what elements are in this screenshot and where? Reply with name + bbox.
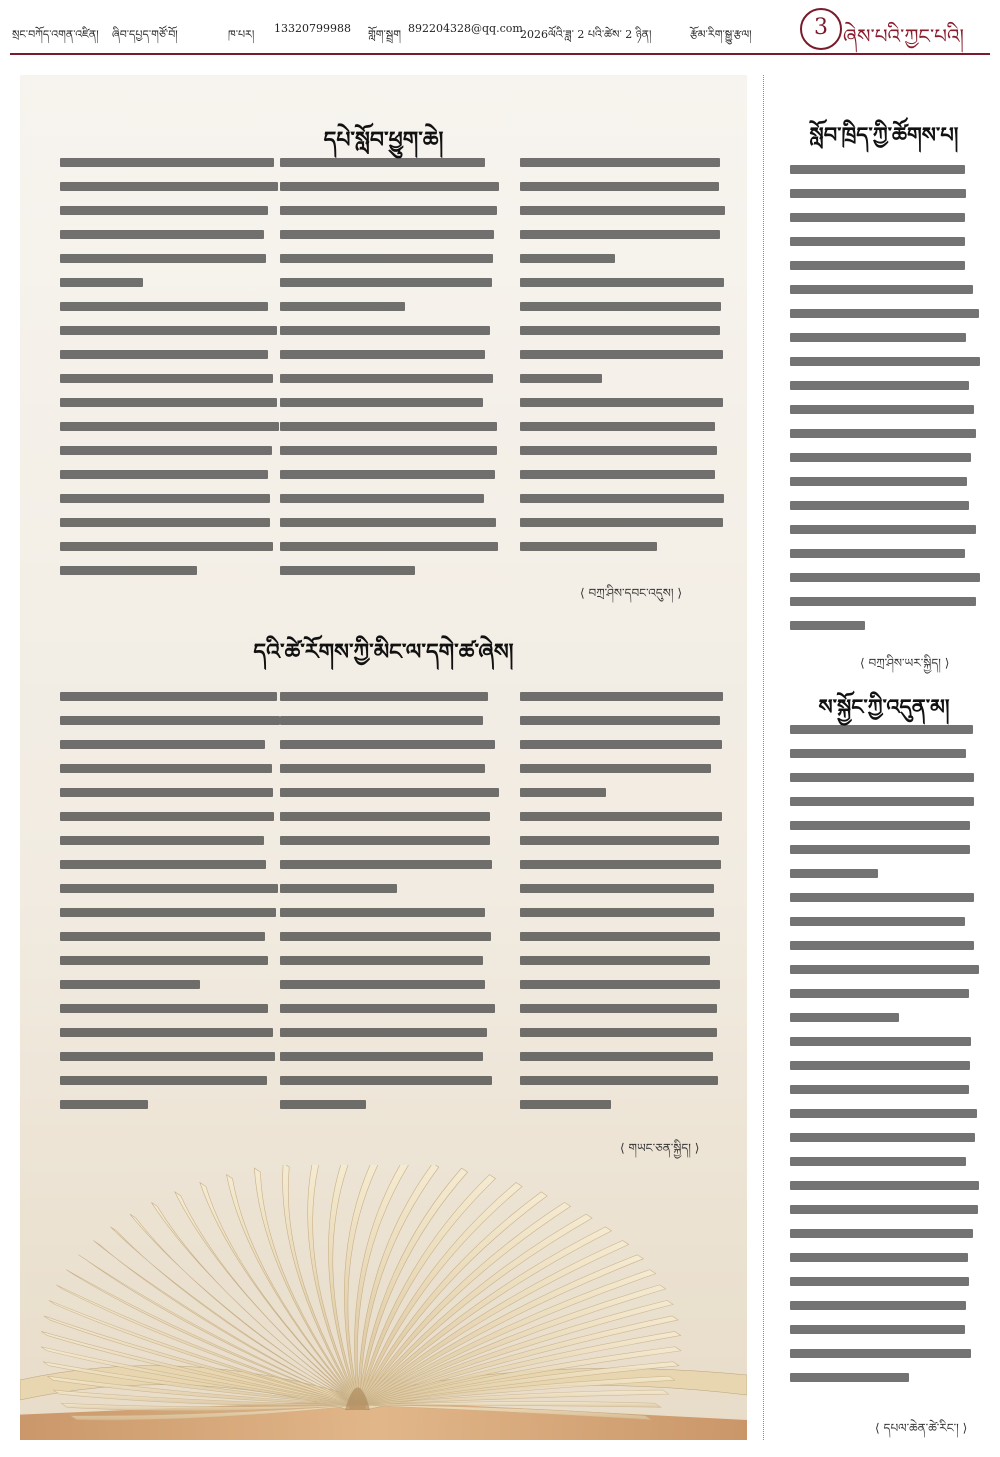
text-line: [60, 465, 280, 483]
text-line: [520, 249, 725, 267]
text-line: [790, 1128, 980, 1146]
text-line: [520, 999, 725, 1017]
text-line: [60, 711, 280, 729]
text-line: [790, 424, 980, 442]
text-line: [60, 489, 280, 507]
text-line: [60, 561, 280, 579]
text-line: [60, 249, 280, 267]
text-line: [520, 1047, 725, 1065]
text-line: [280, 297, 500, 315]
email-label: གློག་སྦྲག: [368, 28, 401, 41]
text-line: [520, 417, 725, 435]
text-line: [790, 744, 980, 762]
text-line: [60, 513, 280, 531]
text-line: [790, 400, 980, 418]
text-line: [520, 465, 725, 483]
text-line: [520, 297, 725, 315]
header-rule: [10, 53, 990, 55]
text-line: [520, 735, 725, 753]
text-line: [790, 720, 980, 738]
article-2-column-1: [60, 687, 280, 1119]
text-line: [60, 225, 280, 243]
text-line: [790, 1344, 980, 1362]
text-line: [60, 417, 280, 435]
text-line: [790, 1200, 980, 1218]
article-2-author: གཡང་ཅན་སྐྱིད།: [628, 1141, 691, 1155]
text-line: [280, 855, 500, 873]
text-line: [60, 297, 280, 315]
text-line: [790, 184, 980, 202]
text-line: [280, 465, 500, 483]
text-line: [280, 807, 500, 825]
text-line: [60, 273, 280, 291]
text-line: [520, 489, 725, 507]
text-line: [280, 417, 500, 435]
text-line: [520, 513, 725, 531]
text-line: [790, 1152, 980, 1170]
text-line: [790, 1296, 980, 1314]
text-line: [60, 369, 280, 387]
text-line: [520, 177, 725, 195]
article-1-column-1: [60, 153, 280, 585]
text-line: [280, 321, 500, 339]
text-line: [790, 328, 980, 346]
article-1-column-3: [520, 153, 725, 561]
article-1-byline: ⟨ བཀྲ་ཤིས་དབང་འདུས། ⟩: [580, 586, 683, 600]
text-line: [520, 201, 725, 219]
text-line: [520, 369, 725, 387]
open-book-illustration: [20, 1165, 747, 1440]
text-line: [60, 1095, 280, 1113]
article-2-column-2: [280, 687, 500, 1119]
phone-number: 13320799988: [274, 22, 351, 35]
text-line: [60, 1023, 280, 1041]
text-line: [790, 1368, 980, 1386]
text-line: [60, 927, 280, 945]
text-line: [280, 831, 500, 849]
article-2-title: དའི་ཚེ་རོགས་ཀྱི་མིང་ལ་དགེ་ཚ་ཞེས།: [253, 639, 514, 665]
text-line: [280, 1071, 500, 1089]
text-line: [280, 1047, 500, 1065]
text-line: [280, 393, 500, 411]
text-line: [280, 975, 500, 993]
text-line: [790, 1032, 980, 1050]
text-line: [60, 879, 280, 897]
text-line: [790, 1248, 980, 1266]
article-2-column-3: [520, 687, 725, 1119]
text-line: [520, 903, 725, 921]
text-line: [790, 1224, 980, 1242]
text-line: [60, 201, 280, 219]
text-line: [790, 568, 980, 586]
text-line: [60, 759, 280, 777]
text-line: [790, 520, 980, 538]
text-line: [60, 1047, 280, 1065]
text-line: [790, 1104, 980, 1122]
side-article-2-author: དཔལ་ཆེན་ཚེ་རིང་།: [883, 1421, 959, 1435]
text-line: [790, 816, 980, 834]
page-name: ཞེས་པའི་ཀྱང་པའི།: [843, 24, 964, 48]
text-line: [280, 177, 500, 195]
text-line: [60, 153, 280, 171]
side-article-2-body: [790, 720, 980, 1392]
editor-label: ཞིབ་དཔྱད་གཙོ་བོ།: [112, 28, 178, 41]
text-line: [280, 345, 500, 363]
text-line: [280, 561, 500, 579]
text-line: [790, 160, 980, 178]
text-line: [280, 783, 500, 801]
text-line: [790, 984, 980, 1002]
text-line: [790, 1056, 980, 1074]
side-article-2-byline: ⟨ དཔལ་ཆེན་ཚེ་རིང་། ⟩: [875, 1421, 968, 1435]
text-line: [520, 273, 725, 291]
column-divider: [763, 75, 764, 1440]
text-line: [280, 951, 500, 969]
text-line: [60, 177, 280, 195]
text-line: [280, 489, 500, 507]
text-line: [280, 687, 500, 705]
text-line: [280, 249, 500, 267]
text-line: [60, 735, 280, 753]
text-line: [520, 975, 725, 993]
text-line: [520, 153, 725, 171]
text-line: [60, 537, 280, 555]
text-line: [790, 792, 980, 810]
text-line: [790, 544, 980, 562]
text-line: [790, 1176, 980, 1194]
text-line: [520, 441, 725, 459]
text-line: [520, 225, 725, 243]
text-line: [280, 1023, 500, 1041]
main-panel: [20, 75, 747, 1440]
text-line: [60, 831, 280, 849]
side-article-1-byline: ⟨ བཀྲ་ཤིས་ཡར་སྐྱིད། ⟩: [860, 656, 950, 670]
text-line: [280, 759, 500, 777]
text-line: [520, 321, 725, 339]
text-line: [60, 855, 280, 873]
text-line: [280, 225, 500, 243]
text-line: [280, 999, 500, 1017]
text-line: [280, 537, 500, 555]
text-line: [520, 783, 725, 801]
text-line: [280, 513, 500, 531]
text-line: [790, 912, 980, 930]
text-line: [520, 537, 725, 555]
text-line: [280, 441, 500, 459]
text-line: [790, 496, 980, 514]
section-name: རྩོམ་རིག་སྒྱུ་རྩལ།: [690, 28, 752, 41]
phone-label: ཁ་པར།: [228, 28, 255, 41]
publisher-label: སྲང་བཀོད་འགན་འཛིན།: [12, 28, 99, 41]
article-1-author: བཀྲ་ཤིས་དབང་འདུས།: [588, 586, 674, 600]
text-line: [60, 999, 280, 1017]
text-line: [790, 840, 980, 858]
text-line: [60, 345, 280, 363]
text-line: [790, 352, 980, 370]
text-line: [60, 393, 280, 411]
text-line: [790, 1272, 980, 1290]
text-line: [790, 472, 980, 490]
side-article-2-title: ས་སྐྱོང་ཀྱི་འདུན་མ།: [818, 694, 950, 719]
text-line: [790, 256, 980, 274]
text-line: [60, 903, 280, 921]
text-line: [60, 1071, 280, 1089]
text-line: [790, 304, 980, 322]
page-header: [0, 0, 1000, 62]
text-line: [790, 280, 980, 298]
text-line: [280, 927, 500, 945]
text-line: [520, 393, 725, 411]
page-number-badge: 3: [800, 8, 842, 50]
text-line: [280, 153, 500, 171]
text-line: [520, 1095, 725, 1113]
text-line: [790, 864, 980, 882]
text-line: [280, 735, 500, 753]
text-line: [790, 232, 980, 250]
text-line: [280, 201, 500, 219]
text-line: [520, 759, 725, 777]
text-line: [280, 903, 500, 921]
email-address: 892204328@qq.com: [408, 22, 523, 35]
issue-date: 2026ལོའི་ཟླ་ 2 པའི་ཚེས་ 2 ཉིན།: [520, 28, 652, 41]
text-line: [520, 711, 725, 729]
side-article-1-title: སློབ་ཁྲིད་ཀྱི་ཚོགས་པ།: [809, 122, 959, 147]
text-line: [60, 975, 280, 993]
text-line: [790, 936, 980, 954]
text-line: [520, 807, 725, 825]
text-line: [60, 321, 280, 339]
text-line: [790, 592, 980, 610]
text-line: [520, 1023, 725, 1041]
text-line: [790, 1008, 980, 1026]
text-line: [790, 376, 980, 394]
text-line: [790, 208, 980, 226]
text-line: [520, 879, 725, 897]
text-line: [280, 711, 500, 729]
article-2-byline: ⟨ གཡང་ཅན་སྐྱིད། ⟩: [620, 1141, 700, 1155]
side-article-1-author: བཀྲ་ཤིས་ཡར་སྐྱིད།: [868, 656, 941, 670]
text-line: [280, 273, 500, 291]
text-line: [60, 807, 280, 825]
text-line: [790, 888, 980, 906]
text-line: [280, 369, 500, 387]
text-line: [790, 1320, 980, 1338]
text-line: [520, 951, 725, 969]
text-line: [520, 855, 725, 873]
article-1-title: དཔེ་སློབ་ཕྱུག་ཆེ།: [323, 127, 444, 153]
text-line: [520, 345, 725, 363]
text-line: [60, 687, 280, 705]
side-article-1-body: [790, 160, 980, 640]
text-line: [790, 1080, 980, 1098]
text-line: [520, 831, 725, 849]
text-line: [520, 1071, 725, 1089]
article-1-column-2: [280, 153, 500, 585]
text-line: [280, 1095, 500, 1113]
text-line: [790, 768, 980, 786]
text-line: [280, 879, 500, 897]
text-line: [520, 687, 725, 705]
text-line: [60, 951, 280, 969]
text-line: [60, 783, 280, 801]
text-line: [790, 448, 980, 466]
text-line: [520, 927, 725, 945]
text-line: [60, 441, 280, 459]
text-line: [790, 960, 980, 978]
text-line: [790, 616, 980, 634]
